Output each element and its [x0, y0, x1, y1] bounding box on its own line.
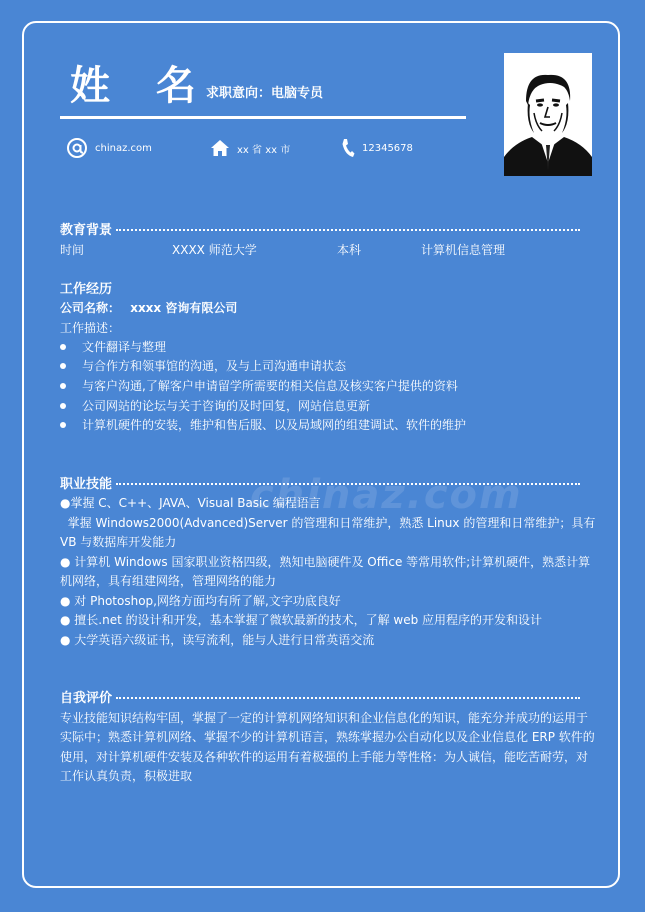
home-icon: [210, 139, 230, 157]
section-education-title: [60, 218, 580, 238]
skill-line: VB 与数据库开发能力: [60, 535, 177, 549]
self-eval-heading: 自我评价: [60, 690, 113, 706]
section-work-title: [60, 277, 580, 297]
company-name: xxxx 咨询有限公司: [130, 301, 238, 315]
company-label: 公司名称：: [60, 301, 121, 315]
contact-address: [210, 137, 290, 159]
dotted-divider: [116, 483, 580, 485]
contact-email[interactable]: [66, 137, 152, 159]
bullet-icon: [60, 344, 66, 350]
skill-line: ●掌握 C、C++、JAVA、Visual Basic 编程语言: [60, 496, 321, 510]
email-text: chinaz.com: [95, 142, 152, 154]
phone-text: 12345678: [362, 142, 413, 154]
phone-icon: [341, 138, 355, 158]
skills-heading: 职业技能: [60, 476, 113, 492]
section-self-eval-title: [60, 686, 580, 706]
bullet-icon: [60, 363, 66, 369]
skill-line: ● 擅长.net 的设计和开发，基本掌握了微软最新的技术，了解 web 应用程序的开发和设计: [60, 613, 543, 627]
profile-photo: [504, 53, 592, 176]
work-heading: 工作经历: [60, 281, 113, 297]
dotted-divider: [116, 229, 580, 231]
at-sign-icon: [66, 137, 88, 159]
education-degree: 本科: [337, 243, 362, 257]
dotted-divider: [116, 697, 580, 699]
contact-phone: [341, 137, 413, 159]
job-objective: 求职意向：电脑专员: [206, 86, 324, 101]
education-major: 计算机信息管理: [421, 243, 506, 257]
bullet-icon: [60, 403, 66, 409]
candidate-name: 姓 名: [70, 63, 212, 109]
self-eval-line: 工作认真负责，积极进取: [60, 769, 193, 783]
skill-line: ● 大学英语六级证书，读写流利，能与人进行日常英语交流: [60, 633, 375, 647]
skill-line: ● 对 Photoshop,网络方面均有所了解,文字功底良好: [60, 594, 341, 608]
bullet-icon: [60, 422, 66, 428]
education-row: [60, 241, 580, 259]
self-eval-line: 实际中；熟悉计算机网络、掌握不少的计算机语言，熟练掌握办公自动化以及企业信息化 ERP 软件的: [60, 730, 595, 744]
bullet-icon: [60, 383, 66, 389]
company-line: [60, 299, 237, 316]
skill-line: 机网络，具有组建网络，管理网络的能力: [60, 574, 277, 588]
education-school: XXXX 师范大学: [172, 243, 257, 257]
work-desc-label: 工作描述：: [60, 321, 121, 335]
section-skills-title: [60, 472, 580, 492]
self-eval-line: 专业技能知识结构牢固，掌握了一定的计算机网络知识和企业信息化的知识，能充分并成功的运用于: [60, 711, 589, 725]
self-eval-line: 使用，对计算机硬件安装及各种软件的运用有着极强的上手能力等性格：为人诚信，能吃苦耐劳，对: [60, 750, 589, 764]
education-time: 时间: [60, 243, 85, 257]
address-text: xx 省 xx 市: [237, 144, 291, 156]
skill-line: 掌握 Windows2000(Advanced)Server 的管理和日常维护，熟悉 Linux 的管理和日常维护；具有: [60, 516, 596, 530]
header-divider: [60, 116, 466, 119]
education-heading: 教育背景: [60, 222, 113, 238]
watermark: chinaz.com: [250, 472, 523, 518]
skill-line: ● 计算机 Windows 国家职业资格四级，熟知电脑硬件及 Office 等常用软件;计算机硬件，熟悉计算: [60, 555, 591, 569]
